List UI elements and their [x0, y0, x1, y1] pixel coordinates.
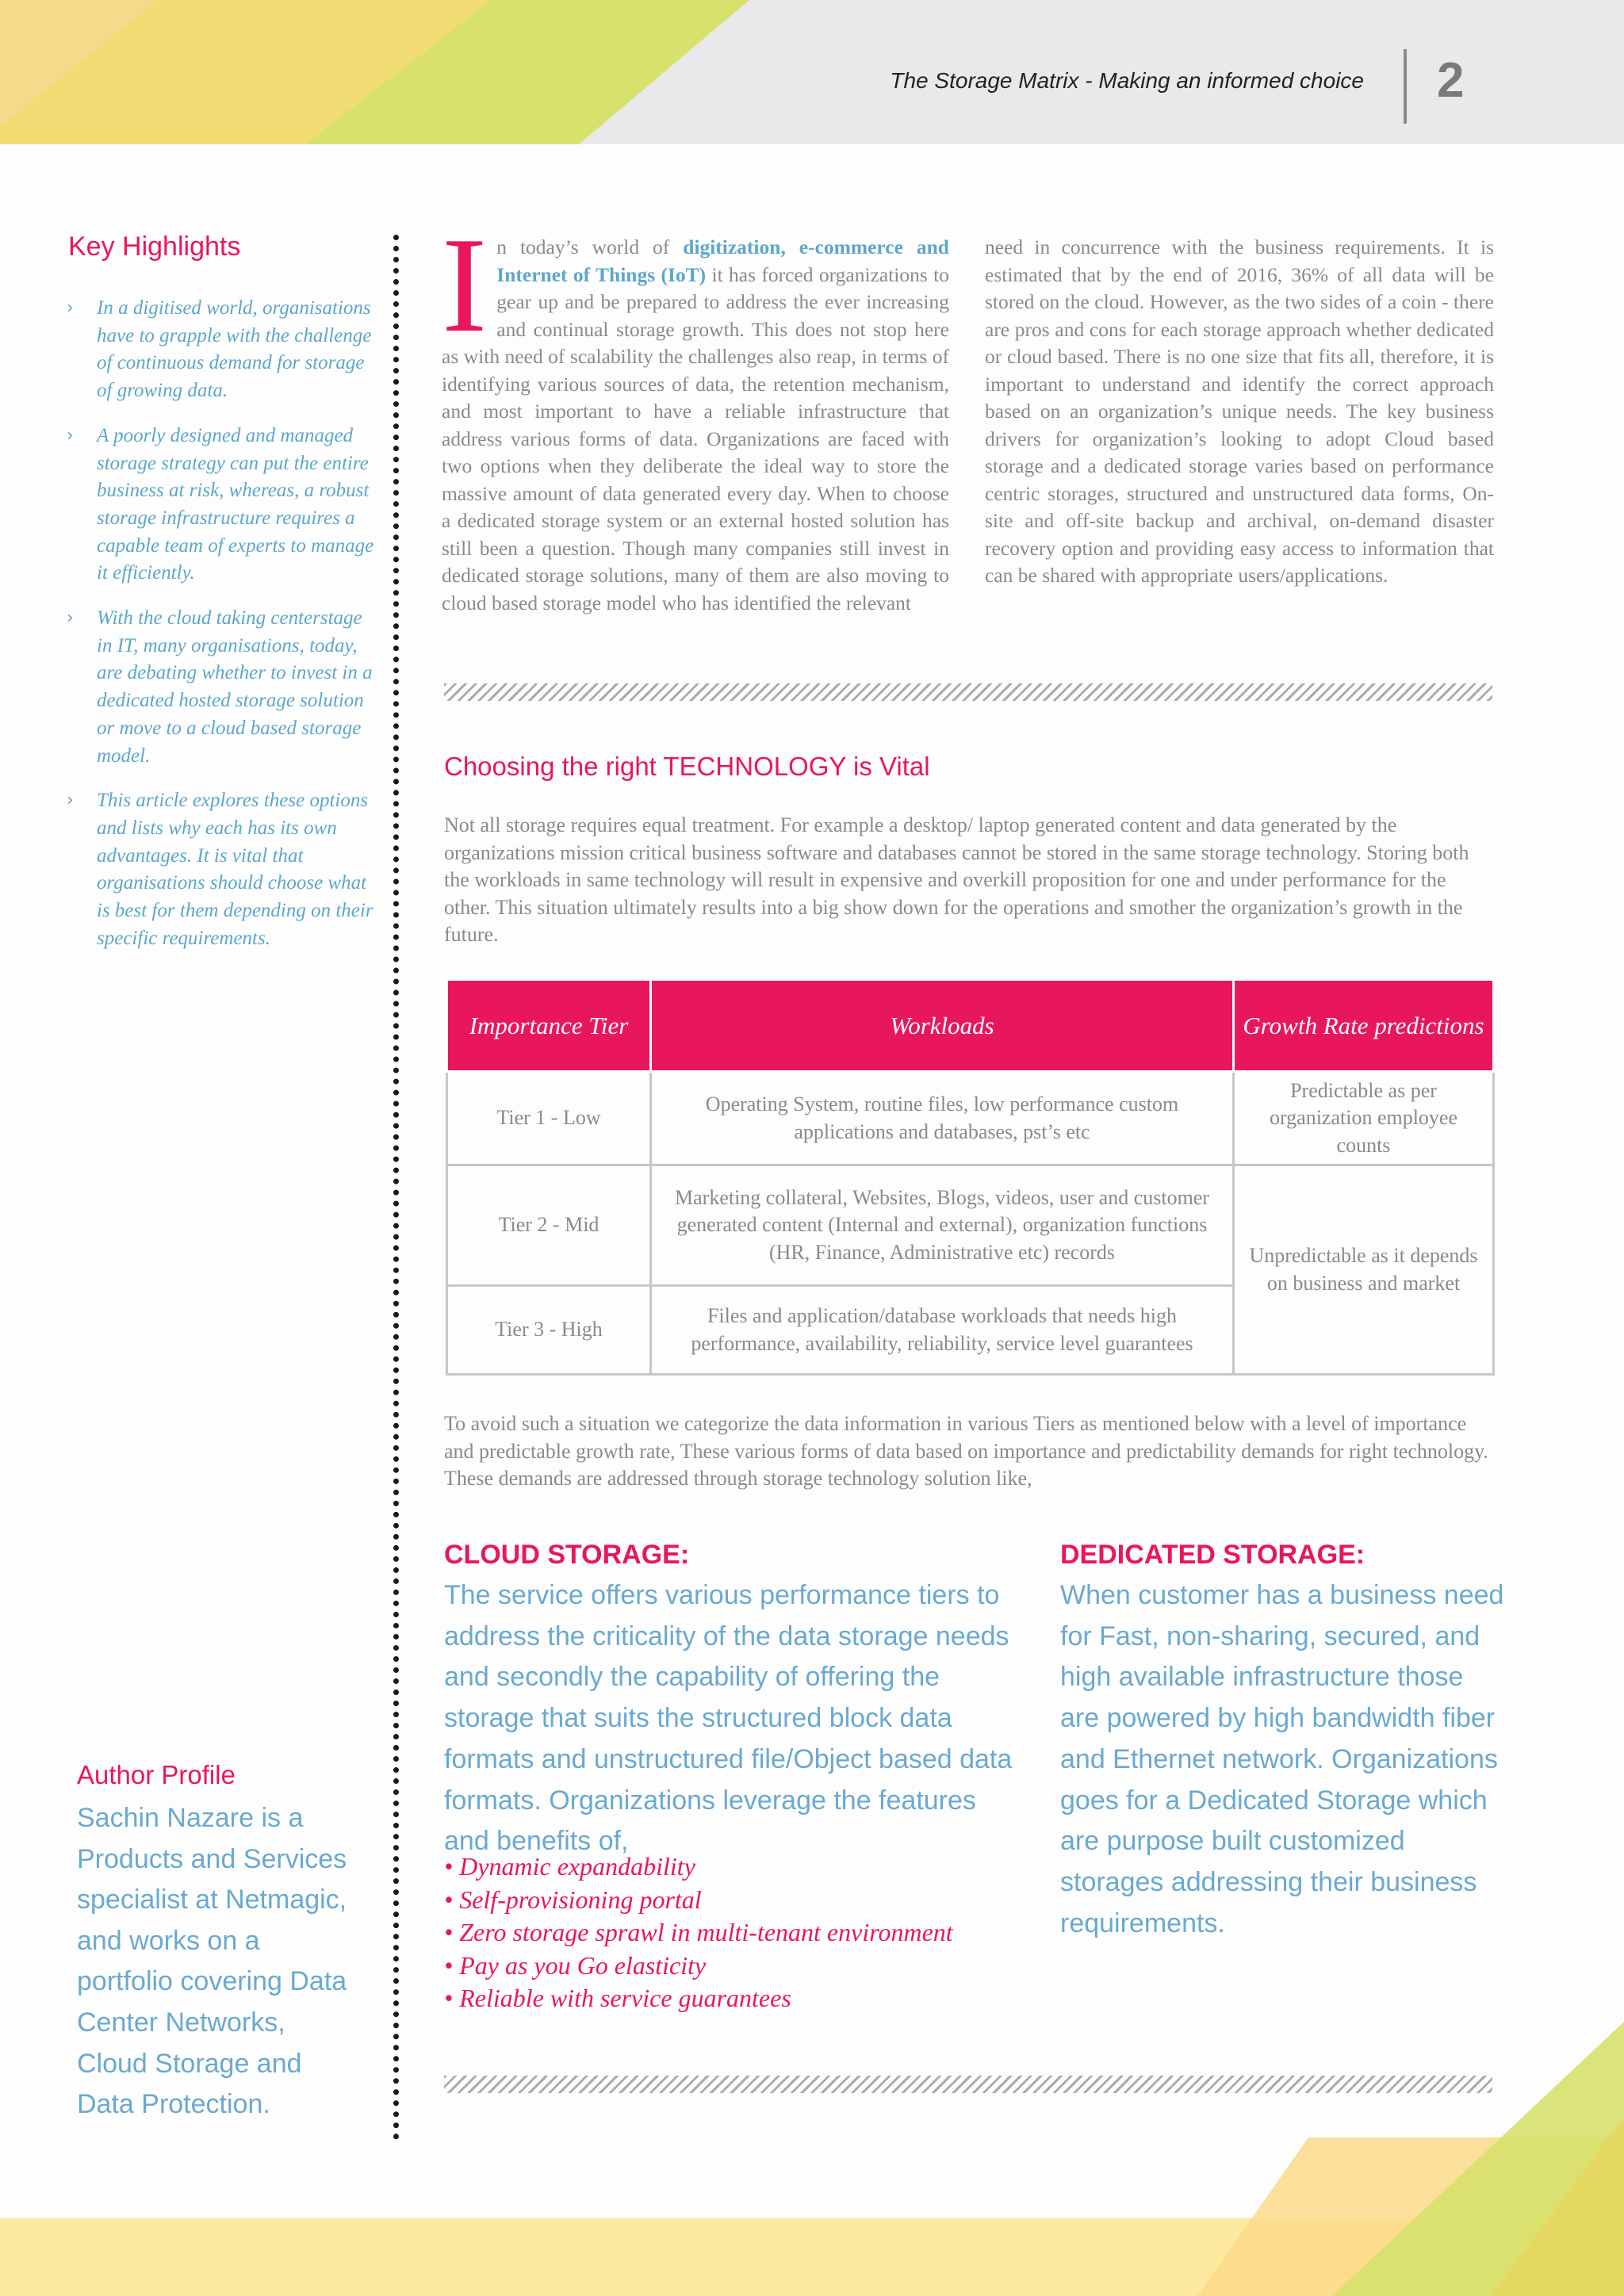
- feature-item: • Dynamic expandability: [444, 1852, 695, 1881]
- key-highlights-title: Key Highlights: [68, 232, 241, 262]
- header-importance-tier: Importance Tier: [447, 980, 651, 1072]
- dedicated-storage-body: When customer has a business need for Fast, non-sharing, secured, and high available infrastructure those are powered by high bandwidth fiber and Ethernet network. Organizations goes for a Dedicated Storage which are purpose built customized storages addressing their business requirements.: [1060, 1580, 1504, 1938]
- feature-item: • Pay as you Go elasticity: [444, 1950, 707, 1980]
- author-profile-text: Sachin Nazare is a Products and Services specialist at Netmagic, and works on a portfolio covering Data Center Networks, Cloud Storage and Data Protection.: [77, 1803, 347, 2120]
- highlight-text: This article explores these options and lists why each has its own advantages. It is vital that organisations should choose what is best for them depending on their specific requirements.: [97, 790, 373, 949]
- growth-cell: Unpredictable as it depends on business and market: [1234, 1165, 1494, 1375]
- intro-highlight: digitization, e-commerce and Internet of Things (IoT): [496, 235, 949, 286]
- workloads-cell: Files and application/database workloads that needs high performance, availability, reliability, service level guarantees: [651, 1286, 1234, 1375]
- page-number: 2: [1437, 53, 1465, 108]
- feature-item: • Self-provisioning portal: [444, 1885, 702, 1914]
- highlight-item: [67, 787, 376, 952]
- table-row: [447, 1165, 1494, 1286]
- header-decoration: [0, 0, 1624, 144]
- hatched-divider: [444, 683, 1492, 701]
- intro-lead: n today’s world of: [496, 235, 684, 258]
- intro-right-column: need in concurrence with the business requirements. It is estimated that by the end of 2016, 36% of all data will be stored on the cloud. However, as the two sides of a coin - there are pros and cons for each storage approach whether dedicated or cloud based. There is no one size that fits all, therefore, it is important to understand and identify the correct approach based on an organization’s unique needs. The key business drivers for organization’s looking to adopt Cloud based storage and a dedicated storage varies based on performance centric storages, structured and unstructured data forms, On-site and off-site backup and archival, on-demand disaster recovery option and providing easy access to information that can be shared with appropriate users/applications.: [985, 235, 1494, 587]
- feature-item: • Reliable with service guarantees: [444, 1984, 791, 2012]
- intro-left-text: it has forced organizations to gear up and be prepared to address the ever increasing and continual storage growth. This does not stop here as with need of scalability the challenges also reap, in terms of identifying various sources of data, the retention mechanism, and most important to have a reliable infrastructure that address various forms of data. Organizations are faced with two options when they deliberate the ideal way to store the massive amount of data generated every day. When to choose a dedicated storage system or an external hosted solution has still been a question. Though many companies still invest in dedicated storage solutions, many of them are also moving to cloud based storage model who has identified the relevant: [442, 262, 949, 614]
- tier-cell: Tier 2 - Mid: [447, 1165, 651, 1286]
- header-band: [0, 0, 1624, 144]
- tier-cell: Tier 1 - Low: [447, 1072, 651, 1165]
- tier-cell: Tier 3 - High: [447, 1286, 651, 1375]
- section-title: Choosing the right TECHNOLOGY is Vital: [444, 752, 930, 781]
- header-divider: [1404, 49, 1407, 124]
- running-title: The Storage Matrix - Making an informed choice: [890, 68, 1364, 93]
- workloads-cell: Operating System, routine files, low performance custom applications and databases, pst’s etc: [651, 1072, 1234, 1165]
- highlight-text: A poorly designed and managed storage strategy can put the entire business at risk, whereas, a robust storage infrastructure requires a capable team of experts to manage it efficiently.: [97, 424, 374, 584]
- chevron-right-icon: ›: [67, 425, 74, 446]
- workloads-cell: Marketing collateral, Websites, Blogs, videos, user and customer generated content (Internal and external), organization functions (HR, Finance, Administrative etc) records: [651, 1165, 1234, 1286]
- header-workloads: Workloads: [651, 980, 1234, 1072]
- drop-cap: I: [442, 210, 488, 361]
- growth-cell: Predictable as per organization employee counts: [1234, 1072, 1494, 1165]
- categorize-paragraph: To avoid such a situation we categorize the data information in various Tiers as mentioned below with a level of importance and predictable growth rate, These various forms of data based on importance and predictability demands for right technology. These demands are addressed through storage technology solution like,: [444, 1412, 1488, 1490]
- highlight-item: [67, 605, 376, 770]
- highlight-text: With the cloud taking centerstage in IT, many organisations, today, are debating whether to invest in a dedicated hosted storage solution or move to a cloud based storage model.: [97, 607, 373, 767]
- corner-decoration: [1142, 2022, 1624, 2296]
- cloud-storage-body: The service offers various performance tiers to address the criticality of the data storage needs and secondly the capability of offering the storage that suits the structured block data formats and unstructured file/Object based data formats. Organizations leverage the features and benefits of,: [444, 1580, 1013, 1857]
- tier-table: [446, 978, 1495, 1376]
- highlight-item: [67, 423, 376, 587]
- header-growth-rate: Growth Rate predictions: [1234, 980, 1494, 1072]
- key-highlights-list: [67, 295, 376, 970]
- dotted-divider: [393, 235, 399, 2141]
- chevron-right-icon: ›: [67, 790, 74, 811]
- table-header-row: [447, 980, 1494, 1072]
- highlight-item: [67, 295, 376, 405]
- cloud-storage-title: CLOUD STORAGE:: [444, 1540, 690, 1570]
- highlight-text: In a digitised world, organisations have to grapple with the challenge of continuous demand for storage of growing data.: [97, 297, 372, 402]
- section-paragraph: Not all storage requires equal treatment. For example a desktop/ laptop generated content and data generated by the organizations mission critical business software and databases cannot be stored in the same storage technology. Storing both the workloads in same technology will result in expensive and overkill proposition for one and under performance for the other. This situation ultimately results into a big show down for the operations and smother the organization’s growth in the future.: [444, 813, 1469, 946]
- table-row: [447, 1072, 1494, 1165]
- chevron-right-icon: ›: [67, 298, 74, 318]
- chevron-right-icon: ›: [67, 608, 74, 629]
- feature-item: • Zero storage sprawl in multi-tenant environment: [444, 1918, 953, 1946]
- dedicated-storage-title: DEDICATED STORAGE:: [1060, 1540, 1365, 1570]
- intro-left-column: [442, 210, 949, 617]
- author-profile-title: Author Profile: [77, 1760, 236, 1789]
- cloud-features-list: [444, 1850, 953, 2015]
